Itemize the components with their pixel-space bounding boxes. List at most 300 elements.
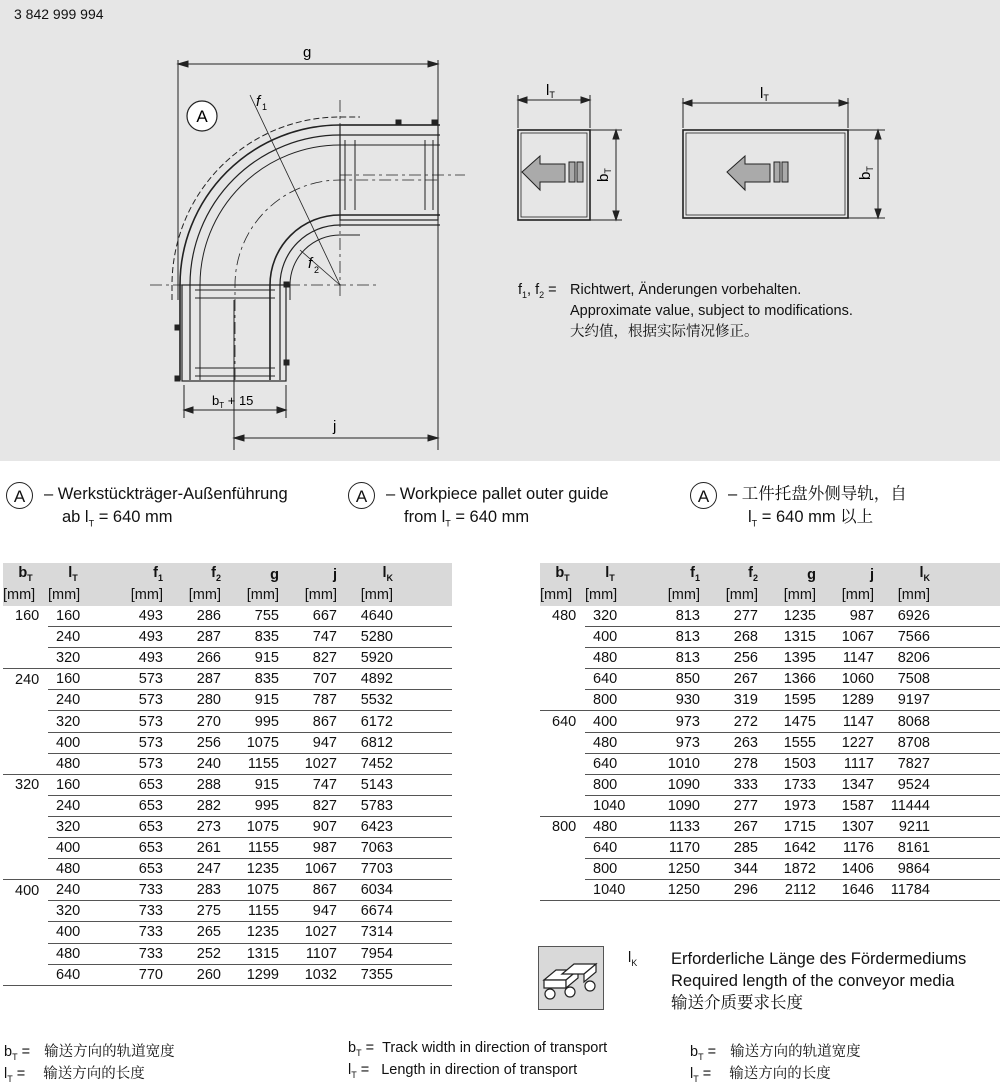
table-cell: 320: [48, 711, 98, 732]
table-cell: 733: [98, 922, 163, 943]
table-cell: 573: [98, 711, 163, 732]
dimension-f1-sub: 1: [262, 102, 268, 112]
table-cell: 256: [700, 648, 758, 669]
table-row: [540, 669, 1000, 690]
table-cell: 7566: [874, 627, 930, 648]
cell-bt: 320: [15, 777, 40, 794]
table-cell: 1503: [758, 753, 816, 774]
table-row: [540, 838, 1000, 859]
legend-a-en: A – Workpiece pallet outer guide from $l_T = 640$ mm: [348, 482, 375, 509]
table-cell: 973: [635, 711, 700, 732]
cell-bt: 240: [15, 671, 40, 688]
cell-bt: [540, 774, 585, 795]
table-row: [540, 880, 1000, 901]
cell-bt: 480: [552, 608, 577, 625]
table-cell: 770: [98, 964, 163, 985]
table-row: [540, 711, 1000, 732]
table-cell: 1075: [221, 732, 279, 753]
table-row: [540, 690, 1000, 711]
table-cell: 1406: [816, 859, 874, 880]
table-cell: 240: [48, 627, 98, 648]
table-cell: 1027: [279, 753, 337, 774]
table-cell: 9864: [874, 859, 930, 880]
cell-bt: [3, 711, 48, 732]
table-cell: 1067: [279, 859, 337, 880]
table-cell: 480: [585, 732, 635, 753]
table-cell: 287: [163, 669, 221, 690]
table-cell: 987: [279, 838, 337, 859]
dimension-table-right: $b_T$ $l_T$ $f_1$ $f_2$ g j $l_K$ [mm] [mm] [mm] [mm] [mm] [mm] [mm] 480 320 813 277 1235 987 6926 400 813 268 1315 1067 7566 480 813 256 1395 1147 8206 640 850 267 1366 1060 7508 800 930 319 1595 1289 9197 640 400 973 272 1475 1147 8068 480 973 263 1555 1227 8708 640 1010 278 1503 1117 7827 800 1090 333 1733 1347 9524 1040 1090 277 1973 1587 11444 800 480 1133 267 1715 1307 9211 640 1170 285 1642 1176 8161 800 1250 344 1872 1406 9864 1040 1250 296 2112 1646 11784: [540, 563, 1000, 901]
column-header: $f_1$: [153, 565, 163, 583]
dimension-j-label: j: [333, 418, 337, 435]
table-row: [540, 627, 1000, 648]
table-cell: 1040: [585, 795, 635, 816]
table-cell: 800: [585, 774, 635, 795]
table-cell: 287: [163, 627, 221, 648]
table-cell: 1642: [758, 838, 816, 859]
large-pallet-lt-label: $l_T$: [760, 85, 769, 103]
table-cell: 1595: [758, 690, 816, 711]
column-header: $f_1$: [690, 565, 700, 583]
conveyor-chain-icon: [538, 946, 604, 1010]
table-cell: 1235: [221, 922, 279, 943]
table-cell: 573: [98, 669, 163, 690]
table-cell: 813: [635, 648, 700, 669]
table-cell: 480: [48, 943, 98, 964]
table-cell: 573: [98, 753, 163, 774]
table-cell: 319: [700, 690, 758, 711]
table-cell: 9197: [874, 690, 930, 711]
table-cell: 1307: [816, 816, 874, 837]
table-cell: 1155: [221, 838, 279, 859]
table-cell: 1555: [758, 732, 816, 753]
table-cell: 6812: [337, 732, 393, 753]
table-cell: 320: [48, 648, 98, 669]
table-cell: 667: [279, 606, 337, 627]
table-cell: 5532: [337, 690, 393, 711]
table-cell: 653: [98, 795, 163, 816]
cell-bt: [540, 838, 585, 859]
cell-bt: [3, 690, 48, 711]
cell-bt: [3, 859, 48, 880]
dimension-g-label: g: [303, 44, 312, 61]
table-cell: 263: [700, 732, 758, 753]
conveyor-legend-symbol: $l_K$: [628, 950, 638, 968]
table-cell: 252: [163, 943, 221, 964]
table-cell: 2112: [758, 880, 816, 901]
table-cell: 344: [700, 859, 758, 880]
footer-zh-left: $b_T$ = 输送方向的轨道宽度 $l_T$ = 输送方向的长度: [4, 1044, 175, 1084]
table-cell: 400: [585, 627, 635, 648]
table-cell: 827: [279, 795, 337, 816]
table-cell: 1227: [816, 732, 874, 753]
table-cell: 240: [48, 880, 98, 901]
technical-drawing-area: [0, 0, 1000, 461]
table-cell: 286: [163, 606, 221, 627]
cell-bt: [3, 838, 48, 859]
table-row: [3, 753, 452, 774]
table-cell: 835: [221, 627, 279, 648]
table-cell: 400: [48, 732, 98, 753]
table-cell: 733: [98, 901, 163, 922]
table-cell: 1155: [221, 901, 279, 922]
table-cell: 1107: [279, 943, 337, 964]
table-cell: 653: [98, 816, 163, 837]
table-cell: 9211: [874, 816, 930, 837]
table-cell: 867: [279, 711, 337, 732]
table-cell: 160: [48, 606, 98, 627]
table-cell: 9524: [874, 774, 930, 795]
table-cell: 755: [221, 606, 279, 627]
table-cell: 400: [48, 838, 98, 859]
table-cell: 1733: [758, 774, 816, 795]
dimension-bt15-label: $b_T + 15$: [212, 393, 254, 410]
table-cell: 800: [585, 690, 635, 711]
table-cell: 493: [98, 606, 163, 627]
cell-bt: [3, 901, 48, 922]
table-row: [3, 627, 452, 648]
dimension-table-left: $b_T$ $l_T$ $f_1$ $f_2$ g j $l_K$ [mm] [mm] [mm] [mm] [mm] [mm] [mm] 160 160 493 286 755 667 4640 240 493 287 835 747 5280 320 493 266 915 827 5920 240 160 573 287 835 707 4892 240 573 280 915 787 5532 320 573 270 995 867 6172 400 573 256 1075 947 6812 480 573 240 1155 1027 7452 320 160 653 288 915 747 5143 240 653 282 995 827 5783 320 653 273 1075 907 6423 400 653 261 1155 987 7063 480 653 247 1235 1067 7703 400 240 733 283 1075 867 6034 320 733 275 1155 947 6674 400 733 265 1235 1027 7314 480 733 252 1315 1107 7954 640 770 260 1299 1032 7355: [3, 563, 452, 986]
table-cell: 493: [98, 648, 163, 669]
cell-bt: [540, 669, 585, 690]
table-row: [540, 753, 1000, 774]
cell-bt: [540, 753, 585, 774]
table-row: [540, 774, 1000, 795]
table-cell: 5280: [337, 627, 393, 648]
table-cell: 813: [635, 627, 700, 648]
column-header: $l_T$: [68, 565, 78, 583]
cell-bt: [3, 627, 48, 648]
conveyor-legend-text: Erforderliche Länge des Fördermediums Required length of the conveyor media 输送介质要求长度: [671, 950, 967, 1012]
table-cell: 277: [700, 606, 758, 627]
table-cell: 400: [48, 922, 98, 943]
table-cell: 1366: [758, 669, 816, 690]
table-cell: 1075: [221, 816, 279, 837]
table-cell: 480: [48, 859, 98, 880]
dimension-f2-sub: 2: [314, 265, 320, 275]
table-cell: 266: [163, 648, 221, 669]
table-cell: 573: [98, 690, 163, 711]
table-cell: 930: [635, 690, 700, 711]
table-cell: 261: [163, 838, 221, 859]
cell-bt: [3, 648, 48, 669]
table-cell: 1250: [635, 859, 700, 880]
table-cell: 707: [279, 669, 337, 690]
table-cell: 480: [585, 816, 635, 837]
table-cell: 1027: [279, 922, 337, 943]
table-row: [540, 732, 1000, 753]
table-cell: 1147: [816, 711, 874, 732]
table-row: [3, 880, 452, 901]
cell-bt: 800: [552, 819, 577, 836]
table-row: [3, 648, 452, 669]
table-cell: 573: [98, 732, 163, 753]
table-cell: 7703: [337, 859, 393, 880]
table-cell: 8708: [874, 732, 930, 753]
table-cell: 320: [48, 901, 98, 922]
table-cell: 11784: [874, 880, 930, 901]
table-cell: 320: [585, 606, 635, 627]
dimension-f1-label: f: [256, 93, 261, 110]
table-cell: 1032: [279, 964, 337, 985]
column-header: g: [807, 567, 816, 583]
table-cell: 987: [816, 606, 874, 627]
column-header: $l_K$: [382, 565, 393, 583]
table-cell: 1250: [635, 880, 700, 901]
large-pallet-bt-label: $b_T$: [857, 166, 875, 180]
table-cell: 800: [585, 859, 635, 880]
cell-bt: [3, 753, 48, 774]
table-cell: 995: [221, 795, 279, 816]
cell-bt: [540, 627, 585, 648]
table-cell: 1090: [635, 774, 700, 795]
table-cell: 270: [163, 711, 221, 732]
table-cell: 265: [163, 922, 221, 943]
small-pallet-lt-label: $l_T$: [546, 82, 555, 100]
approx-value-text: Richtwert, Änderungen vorbehalten. Approximate value, subject to modifications. 大约值，根据实际情况修正。: [570, 282, 853, 340]
table-cell: 733: [98, 880, 163, 901]
cell-bt: [540, 690, 585, 711]
table-cell: 1170: [635, 838, 700, 859]
table-cell: 296: [700, 880, 758, 901]
table-cell: 1299: [221, 964, 279, 985]
cell-bt: 400: [15, 882, 40, 899]
table-cell: 787: [279, 690, 337, 711]
table-cell: 1067: [816, 627, 874, 648]
table-cell: 733: [98, 943, 163, 964]
cell-bt: [3, 964, 48, 985]
table-row: [3, 711, 452, 732]
table-cell: 278: [700, 753, 758, 774]
table-cell: 6926: [874, 606, 930, 627]
callout-a-label: A: [196, 107, 208, 126]
table-cell: 1973: [758, 795, 816, 816]
table-cell: 1040: [585, 880, 635, 901]
table-cell: 1646: [816, 880, 874, 901]
table-cell: 1176: [816, 838, 874, 859]
cell-bt: [540, 732, 585, 753]
cell-bt: 160: [15, 608, 40, 625]
table-cell: 4640: [337, 606, 393, 627]
table-cell: 1587: [816, 795, 874, 816]
table-cell: 1075: [221, 880, 279, 901]
table-cell: 640: [48, 964, 98, 985]
table-cell: 747: [279, 774, 337, 795]
table-cell: 6172: [337, 711, 393, 732]
table-row: [3, 943, 452, 964]
table-cell: 827: [279, 648, 337, 669]
table-cell: 7063: [337, 838, 393, 859]
column-header: $b_T$: [18, 565, 33, 583]
table-cell: 7355: [337, 964, 393, 985]
legend-a-zh: A – 工件托盘外侧导轨，自 $l_T = 640$ mm 以上: [690, 482, 717, 509]
table-cell: 813: [635, 606, 700, 627]
small-pallet-bt-label: $b_T$: [595, 168, 613, 182]
table-cell: 1010: [635, 753, 700, 774]
table-cell: 268: [700, 627, 758, 648]
table-cell: 493: [98, 627, 163, 648]
table-cell: 273: [163, 816, 221, 837]
table-cell: 1395: [758, 648, 816, 669]
legend-a-de: A – Werkstückträger-Außenführung ab $l_T = 640$ mm: [6, 482, 33, 509]
footer-en: $b_T$ = Track width in direction of transport $l_T$ = Length in direction of transport: [348, 1040, 608, 1080]
column-header: $l_K$: [919, 565, 930, 583]
table-cell: 5783: [337, 795, 393, 816]
table-row: [3, 901, 452, 922]
table-cell: 1715: [758, 816, 816, 837]
table-cell: 256: [163, 732, 221, 753]
table-row: [3, 795, 452, 816]
table-cell: 275: [163, 901, 221, 922]
curve-drawing: [0, 0, 1000, 461]
table-cell: 640: [585, 753, 635, 774]
table-cell: 835: [221, 669, 279, 690]
table-row: [3, 669, 452, 690]
table-cell: 640: [585, 669, 635, 690]
table-cell: 1872: [758, 859, 816, 880]
table-cell: 1315: [758, 627, 816, 648]
table-cell: 6423: [337, 816, 393, 837]
cell-bt: [540, 795, 585, 816]
table-cell: 1235: [758, 606, 816, 627]
table-cell: 267: [700, 669, 758, 690]
table-cell: 160: [48, 669, 98, 690]
table-row: [3, 838, 452, 859]
table-row: [540, 795, 1000, 816]
approx-value-note: $f_1$, $f_2$ =: [518, 282, 557, 300]
table-row: [540, 606, 1000, 627]
table-cell: 947: [279, 901, 337, 922]
table-cell: 850: [635, 669, 700, 690]
cell-bt: [3, 943, 48, 964]
table-cell: 653: [98, 838, 163, 859]
table-row: [3, 859, 452, 880]
table-cell: 907: [279, 816, 337, 837]
table-row: [3, 922, 452, 943]
table-cell: 6034: [337, 880, 393, 901]
part-number: 3 842 999 994: [14, 6, 104, 22]
table-row: [3, 732, 452, 753]
cell-bt: [3, 816, 48, 837]
cell-bt: [3, 922, 48, 943]
cell-bt: [540, 859, 585, 880]
table-cell: 240: [48, 795, 98, 816]
table-cell: 653: [98, 859, 163, 880]
table-cell: 260: [163, 964, 221, 985]
column-header: $l_T$: [605, 565, 615, 583]
table-cell: 480: [585, 648, 635, 669]
table-row: [3, 964, 452, 985]
table-cell: 1347: [816, 774, 874, 795]
column-header: g: [270, 567, 279, 583]
table-cell: 1155: [221, 753, 279, 774]
table-cell: 1289: [816, 690, 874, 711]
table-cell: 947: [279, 732, 337, 753]
table-cell: 288: [163, 774, 221, 795]
table-cell: 333: [700, 774, 758, 795]
table-cell: 283: [163, 880, 221, 901]
table-cell: 1133: [635, 816, 700, 837]
table-cell: 7827: [874, 753, 930, 774]
table-cell: 915: [221, 690, 279, 711]
table-cell: 1090: [635, 795, 700, 816]
table-row: [3, 774, 452, 795]
legend-a-symbol: A: [6, 482, 33, 509]
table-cell: 240: [163, 753, 221, 774]
table-cell: 285: [700, 838, 758, 859]
table-row: [3, 690, 452, 711]
table-cell: 280: [163, 690, 221, 711]
table-cell: 247: [163, 859, 221, 880]
column-header: $f_2$: [211, 565, 221, 583]
table-cell: 1147: [816, 648, 874, 669]
table-cell: 1315: [221, 943, 279, 964]
table-cell: 7508: [874, 669, 930, 690]
table-cell: 915: [221, 774, 279, 795]
table-cell: 7954: [337, 943, 393, 964]
table-cell: 8068: [874, 711, 930, 732]
table-cell: 8206: [874, 648, 930, 669]
table-row: [540, 648, 1000, 669]
table-cell: 973: [635, 732, 700, 753]
table-cell: 11444: [874, 795, 930, 816]
table-cell: 240: [48, 690, 98, 711]
table-cell: 4892: [337, 669, 393, 690]
table-cell: 7452: [337, 753, 393, 774]
table-cell: 1235: [221, 859, 279, 880]
table-cell: 282: [163, 795, 221, 816]
cell-bt: 640: [552, 713, 577, 730]
table-cell: 5143: [337, 774, 393, 795]
table-cell: 1060: [816, 669, 874, 690]
cell-bt: [540, 880, 585, 901]
table-cell: 400: [585, 711, 635, 732]
footer-zh-right: $b_T$ = 输送方向的轨道宽度 $l_T$ = 输送方向的长度: [690, 1044, 861, 1084]
table-cell: 480: [48, 753, 98, 774]
table-cell: 7314: [337, 922, 393, 943]
table-cell: 653: [98, 774, 163, 795]
table-row: [3, 606, 452, 627]
table-cell: 267: [700, 816, 758, 837]
legend-a-symbol: A: [348, 482, 375, 509]
cell-bt: [3, 795, 48, 816]
legend-a-symbol: A: [690, 482, 717, 509]
column-header: j: [332, 567, 337, 583]
column-header: $b_T$: [555, 565, 570, 583]
table-cell: 272: [700, 711, 758, 732]
table-row: [540, 816, 1000, 837]
table-cell: 867: [279, 880, 337, 901]
table-cell: 320: [48, 816, 98, 837]
cell-bt: [3, 732, 48, 753]
table-cell: 995: [221, 711, 279, 732]
table-cell: 747: [279, 627, 337, 648]
column-header: $f_2$: [748, 565, 758, 583]
table-cell: 160: [48, 774, 98, 795]
table-cell: 5920: [337, 648, 393, 669]
table-cell: 8161: [874, 838, 930, 859]
table-row: [540, 859, 1000, 880]
table-cell: 277: [700, 795, 758, 816]
column-header: j: [869, 567, 874, 583]
dimension-f2-label: f: [308, 255, 313, 272]
table-cell: 1475: [758, 711, 816, 732]
table-cell: 640: [585, 838, 635, 859]
table-cell: 1117: [816, 753, 874, 774]
table-row: [3, 816, 452, 837]
table-cell: 915: [221, 648, 279, 669]
table-cell: 6674: [337, 901, 393, 922]
